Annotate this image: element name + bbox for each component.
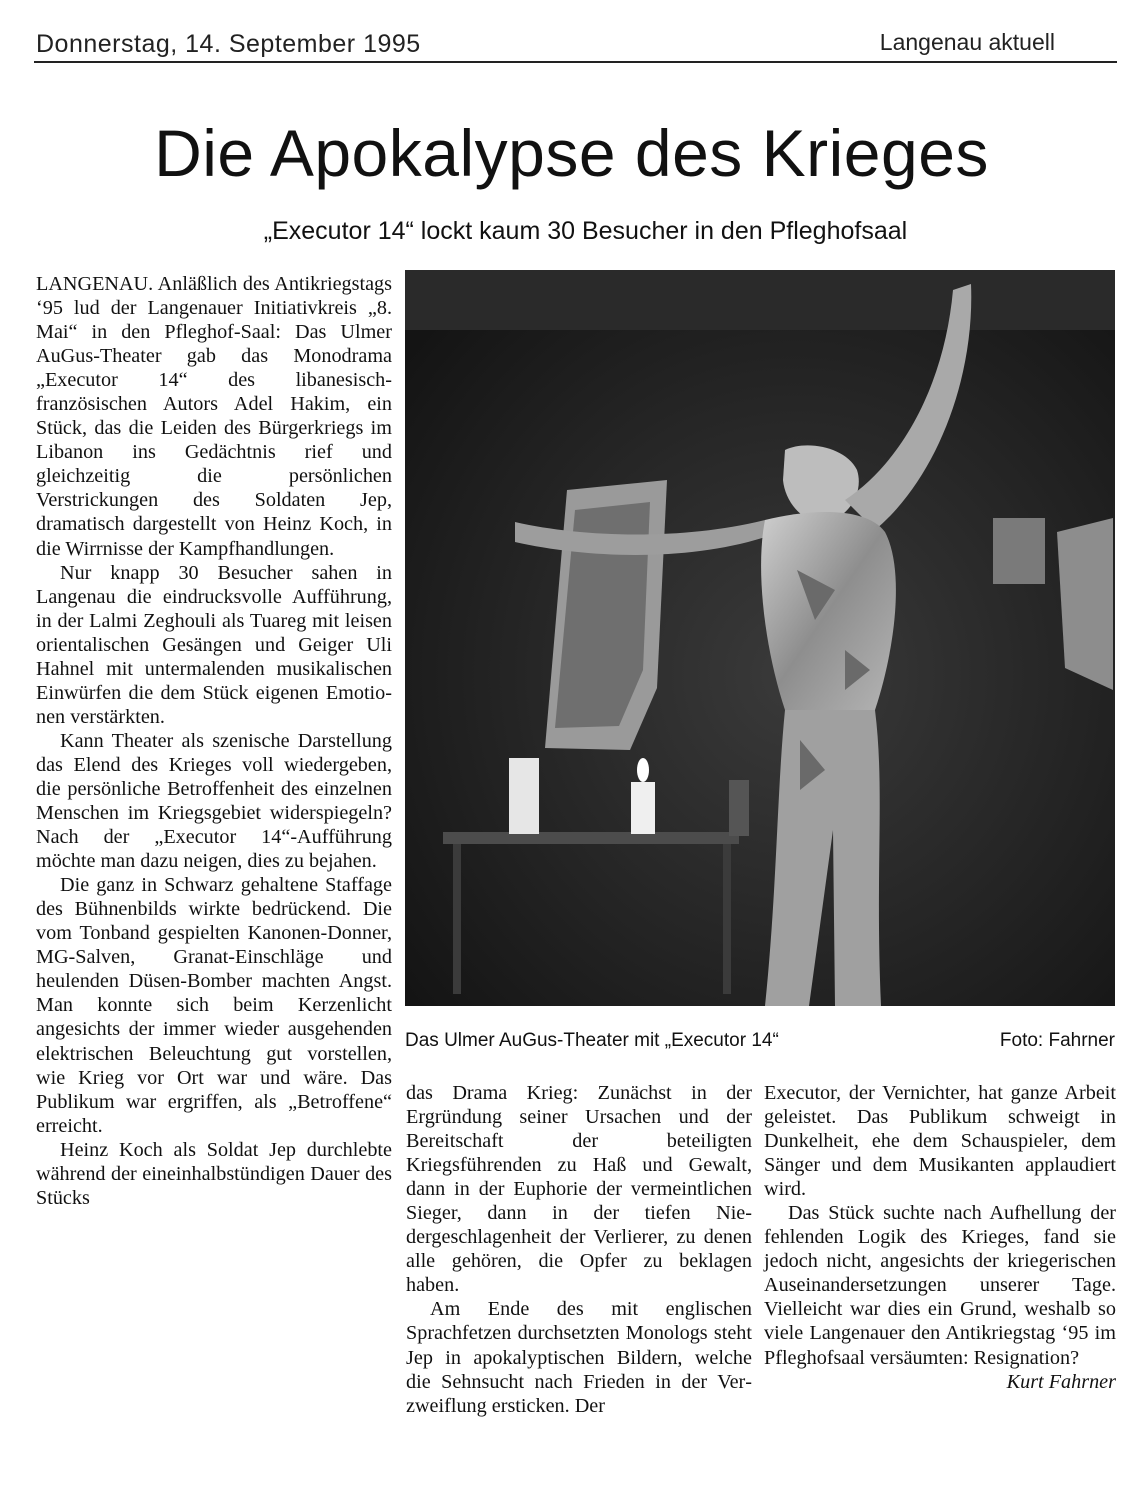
photo-backdrop (405, 270, 1115, 1006)
actor-torso (761, 512, 896, 710)
stage-photo-image (405, 270, 1115, 1006)
photo-caption: Das Ulmer AuGus-Theater mit „Executor 14“ (405, 1030, 779, 1051)
article-paragraph: Kann Theater als szenische Darstellung das Elend des Krieges voll wiedergeben, die persönliche Betroffenheit des einzelnen Menschen im Kriegsgebiet widerspiegeln? Nach der „Executor 14“-Aufführung möchte man dazu neigen, dies zu bejahen. (36, 729, 392, 873)
candle (631, 782, 655, 834)
article-paragraph: Nur knapp 30 Besucher sahen in Langenau die eindrucksvolle Aufführung, in der Lalmi Zeghouli als Tuareg mit leisen orientalischen Gesängen und Geiger Uli Hahnel mit untermalenden musikalischen Einwürfen die dem Stück eigenen Emotionen verstärkten. (36, 561, 392, 728)
table-leg (453, 844, 461, 994)
header-rule (34, 61, 1117, 63)
photo-ceiling (405, 270, 1115, 330)
article-paragraph (764, 1201, 1116, 1393)
article-paragraph-text: Das Stück suchte nach Aufhellung der fehlenden Logik des Krieges, fand sie jedoch nicht, angesichts der kriegerischen Auseinandersetzungen unserer Tage. Vielleicht war dies ein Grund, weshalb so viele Langenauer den Antikriegstag ‘95 im Pfleghofsaal versäumten: Resignation? (764, 1202, 1116, 1369)
candle (509, 758, 539, 834)
article-paragraph: Executor, der Vernichter, hat ganze Arbeit geleistet. Das Publikum schweigt in Dunkelheit, ehe dem Schauspieler, dem Sänger und dem Musikanten applaudiert wird. (764, 1082, 1116, 1201)
issue-date: Donnerstag, 14. September 1995 (36, 30, 421, 58)
wall-pennant (1057, 518, 1113, 690)
article-paragraph: Am Ende des mit englischen Sprachfetzen durchsetzten Monologs steht Jep in apokalyptischen Bildern, welche die Sehnsucht nach Frieden in der Verzweiflung ersticken. Der (406, 1298, 752, 1417)
bottle (729, 780, 749, 836)
candle-flame (637, 758, 649, 782)
article-paragraph: das Drama Krieg: Zunächst in der Ergründung seiner Ursachen und der Bereitschaft der beteiligten Kriegsführenden zu Haß und Gewalt, dann in der Euphorie der vermeintlichen Sieger, dann in der tiefen Niedergeschlagenheit der Verlierer, zu denen alle gehören, die Opfer zu beklagen haben. (406, 1082, 752, 1297)
article-column-3 (764, 1081, 1116, 1394)
stage-table (443, 832, 739, 844)
stage-photo (405, 270, 1115, 1006)
article-headline: Die Apokalypse des Krieges (154, 116, 989, 190)
author-name: Kurt Fahrner (1006, 1370, 1116, 1393)
article-paragraph: LANGENAU. Anläßlich des Antikriegstags ‘95 lud der Langenauer Initiativkreis „8. Mai“ in den Pfleghof-Saal: Das Ulmer AuGus-Theater gab das Monodrama „Executor 14“ des libanesisch-französischen Autors Adel Hakim, ein Stück, das die Leiden des Bürgerkriegs im Libanon ins Gedächtnis rief und gleichzeitig die persönlichen Verstrickungen des Soldaten Jep, dramatisch dargestellt von Heinz Koch, in die Wirrnisse der Kampfhandlungen. (36, 273, 392, 560)
photo-credit: Foto: Fahrner (999, 1030, 1115, 1051)
table-leg (723, 844, 731, 994)
article-subheadline: „Executor 14“ lockt kaum 30 Besucher in den Pfleghofsaal (263, 217, 908, 245)
article-column-2 (406, 1081, 752, 1418)
article-paragraph: Die ganz in Schwarz gehaltene Staffage des Bühnenbilds wirkte bedrückend. Die vom Tonband gespielten Kanonen-Donner, MG-Salven, Granat-Einschläge und heulenden Düsen-Bomber machten Angst. Man konnte sich beim Kerzenlicht angesichts der immer wieder ausgehenden elektrischen Beleuchtung gut vorstellen, wie Krieg vor Ort war und wäre. Das Publikum war ergriffen, als „Betroffene“ erreicht. (36, 874, 392, 1137)
wall-picture (993, 518, 1045, 584)
article-paragraph: Heinz Koch als Soldat Jep durchlebte während der eineinhalbstündigen Dauer des Stücks (36, 1138, 392, 1209)
section-name: Langenau aktuell (879, 29, 1055, 55)
article-column-1 (36, 272, 392, 1210)
